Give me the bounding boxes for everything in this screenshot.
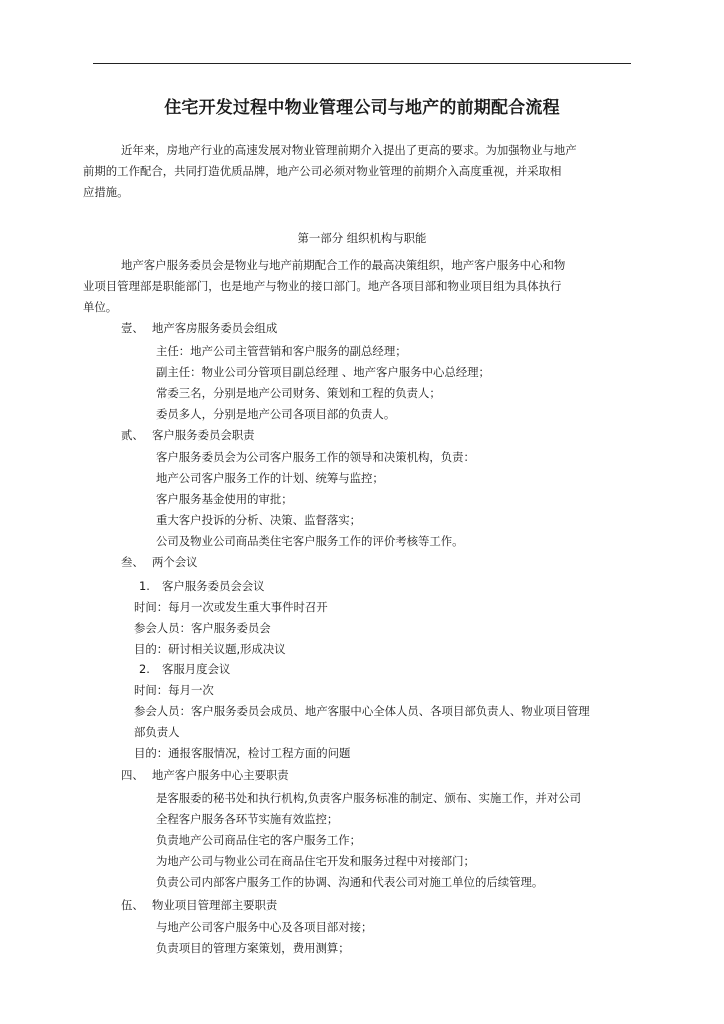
section1-item-3: 常委三名，分别是地产公司财务、策划和工程的负责人； [156, 386, 441, 400]
section5-item-2: 负责项目的管理方案策划，费用测算； [156, 941, 350, 955]
section1-item-2: 副主任：物业公司分管项目副总经理 、地产客户服务中心总经理； [156, 365, 490, 379]
intro-line-2: 前期的工作配合，共同打造优质品牌，地产公司必须对物业管理的前期介入高度重视，并采取相 [83, 164, 562, 178]
meeting2-participants-line-1: 参会人员：客户服务委员会成员、地产客服中心全体人员、各项目部负责人、物业项目管理 [134, 704, 590, 718]
section2-item-3: 客户服务基金使用的审批； [156, 492, 293, 506]
section4-item-2: 全程客户服务各环节实施有效监控； [156, 812, 339, 826]
section1-title: 地产客房服务委员会组成 [152, 321, 278, 335]
section4-item-1: 是客服委的秘书处和执行机构,负责客户服务标准的制定、颁布、实施工作，并对公司 [156, 791, 582, 805]
part1-intro-line-2: 业项目管理部是职能部门，也是地产与物业的接口部门。地产各项目部和物业项目组为具体执行 [83, 279, 562, 293]
section2-item-1: 客户服务委员会为公司客户服务工作的领导和决策机构，负责： [156, 450, 475, 464]
part1-intro-line-1: 地产客户服务委员会是物业与地产前期配合工作的最高决策组织，地产客户服务中心和物 [121, 258, 566, 272]
meeting2-purpose: 目的：通报客服情况，检讨工程方面的问题 [134, 746, 351, 760]
section2-item-4: 重大客户投诉的分析、决策、监督落实； [156, 513, 362, 527]
meeting2-number: 2. [139, 662, 150, 676]
section5-title: 物业项目管理部主要职责 [152, 898, 278, 912]
meeting2-time: 时间：每月一次 [134, 683, 214, 697]
section4-item-5: 负责公司内部客户服务工作的协调、沟通和代表公司对施工单位的后续管理。 [156, 875, 544, 889]
section5-number: 伍、 [121, 898, 144, 912]
section4-number: 四、 [121, 768, 144, 782]
section5-item-1: 与地产公司客户服务中心及各项目部对接； [156, 920, 373, 934]
meeting1-time: 时间：每月一次或发生重大事件时召开 [134, 600, 328, 614]
section2-item-2: 地产公司客户服务工作的计划、统筹与监控； [156, 471, 384, 485]
section1-number: 壹、 [121, 321, 144, 335]
intro-line-3: 应措施。 [83, 185, 129, 199]
meeting1-participants: 参会人员：客户服务委员会 [134, 621, 271, 635]
section3-title: 两个会议 [152, 555, 198, 569]
section2-number: 贰、 [121, 428, 144, 442]
document-title: 住宅开发过程中物业管理公司与地产的前期配合流程 [164, 98, 560, 118]
section1-item-4: 委员多人，分别是地产公司各项目部的负责人。 [156, 407, 396, 421]
meeting1-number: 1. [139, 579, 150, 593]
meeting1-name: 客户服务委员会会议 [162, 579, 265, 593]
meeting2-participants-line-2: 部负责人 [134, 725, 180, 739]
section4-item-4: 为地产公司与物业公司在商品住宅开发和服务过程中对接部门； [156, 854, 475, 868]
intro-line-1: 近年来，房地产行业的高速发展对物业管理前期介入提出了更高的要求。为加强物业与地产 [121, 143, 577, 157]
part1-intro-line-3: 单位。 [83, 300, 118, 314]
section2-item-5: 公司及物业公司商品类住宅客户服务工作的评价考核等工作。 [156, 534, 464, 548]
header-rule [93, 63, 631, 64]
section4-title: 地产客户服务中心主要职责 [152, 768, 289, 782]
section3-number: 叁、 [121, 555, 144, 569]
part1-heading: 第一部分 组织机构与职能 [297, 231, 427, 245]
meeting1-purpose: 目的：研讨相关议题,形成决议 [134, 642, 286, 656]
meeting2-name: 客服月度会议 [162, 662, 231, 676]
section4-item-3: 负责地产公司商品住宅的客户服务工作； [156, 833, 362, 847]
section1-item-1: 主任：地产公司主管营销和客户服务的副总经理； [156, 344, 407, 358]
section2-title: 客户服务委员会职责 [152, 428, 255, 442]
